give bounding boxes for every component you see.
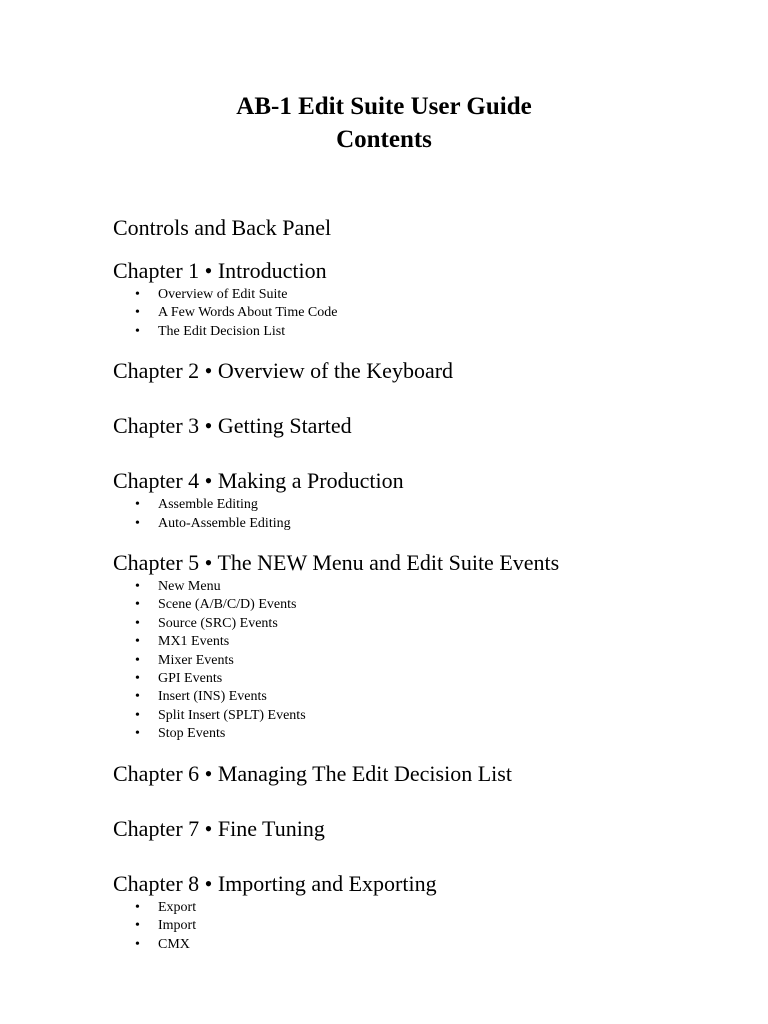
section-heading: Chapter 6 • Managing The Edit Decision List (113, 760, 512, 786)
list-item (113, 286, 733, 304)
bullet-icon: • (135, 287, 140, 302)
item-list (113, 286, 733, 341)
bullet-icon: • (135, 726, 140, 742)
section-chapter-5 (113, 548, 733, 744)
section-heading: Chapter 7 • Fine Tuning (113, 815, 325, 841)
list-item-label: MX1 Events (158, 634, 230, 650)
section-heading: Chapter 1 • Introduction (113, 258, 327, 283)
list-item-label: Mixer Events (158, 652, 234, 668)
item-list (113, 899, 733, 954)
section-chapter-7 (113, 814, 733, 844)
list-item (113, 707, 733, 725)
section-heading: Chapter 8 • Importing and Exporting (113, 870, 437, 896)
bullet-icon: • (135, 707, 140, 723)
bullet-icon: • (135, 597, 140, 613)
list-item (113, 725, 733, 743)
bullet-icon: • (135, 579, 140, 595)
list-item-label: Scene (A/B/C/D) Events (158, 597, 297, 613)
list-item-label: Source (SRC) Events (158, 615, 278, 631)
section-chapter-4 (113, 466, 733, 533)
bullet-icon: • (135, 689, 140, 705)
bullet-icon: • (135, 305, 140, 321)
list-item (113, 899, 733, 917)
section-heading: Controls and Back Panel (113, 215, 332, 240)
bullet-icon: • (135, 652, 140, 668)
bullet-icon: • (135, 936, 140, 952)
list-item (113, 936, 733, 954)
list-item (113, 515, 733, 533)
list-item-label: Export (158, 899, 197, 915)
list-item-label: CMX (158, 936, 190, 952)
list-item-label: A Few Words About Time Code (158, 305, 338, 321)
list-item (113, 633, 733, 651)
section-chapter-1 (113, 256, 733, 341)
bullet-icon: • (135, 615, 140, 631)
item-list (113, 496, 733, 533)
list-item-label: Stop Events (158, 726, 226, 742)
list-item-label: Assemble Editing (158, 497, 258, 513)
list-item (113, 652, 733, 670)
bullet-icon: • (135, 671, 140, 687)
list-item (113, 670, 733, 688)
list-item-label: Overview of Edit Suite (158, 287, 288, 302)
section-heading: Chapter 3 • Getting Started (113, 413, 352, 439)
section-chapter-2 (113, 356, 733, 386)
list-item-label: Auto-Assemble Editing (158, 515, 291, 531)
list-item-label: Import (158, 918, 197, 934)
table-of-contents (113, 213, 733, 954)
list-item (113, 578, 733, 596)
list-item (113, 596, 733, 614)
section-chapter-6 (113, 759, 733, 789)
section-controls (113, 213, 733, 243)
section-heading: Chapter 2 • Overview of the Keyboard (113, 358, 454, 384)
bullet-icon: • (135, 323, 140, 339)
list-item (113, 304, 733, 322)
list-item-label: New Menu (158, 579, 221, 595)
section-chapter-8 (113, 869, 733, 954)
list-item (113, 496, 733, 514)
document-title (0, 90, 768, 156)
section-chapter-3 (113, 411, 733, 441)
section-heading: Chapter 4 • Making a Production (113, 468, 404, 494)
list-item (113, 323, 733, 341)
list-item (113, 615, 733, 633)
bullet-icon: • (135, 634, 140, 650)
bullet-icon: • (135, 918, 140, 934)
title-line-1: AB-1 Edit Suite User Guide (236, 93, 532, 120)
list-item-label: GPI Events (158, 671, 223, 687)
list-item (113, 917, 733, 935)
bullet-icon: • (135, 497, 140, 513)
list-item-label: Split Insert (SPLT) Events (158, 707, 306, 723)
list-item-label: Insert (INS) Events (158, 689, 267, 705)
item-list (113, 578, 733, 744)
title-line-2: Contents (336, 126, 432, 153)
bullet-icon: • (135, 515, 140, 531)
list-item-label: The Edit Decision List (158, 323, 286, 339)
bullet-icon: • (135, 899, 140, 915)
section-heading: Chapter 5 • The NEW Menu and Edit Suite Events (113, 550, 560, 576)
list-item (113, 688, 733, 706)
